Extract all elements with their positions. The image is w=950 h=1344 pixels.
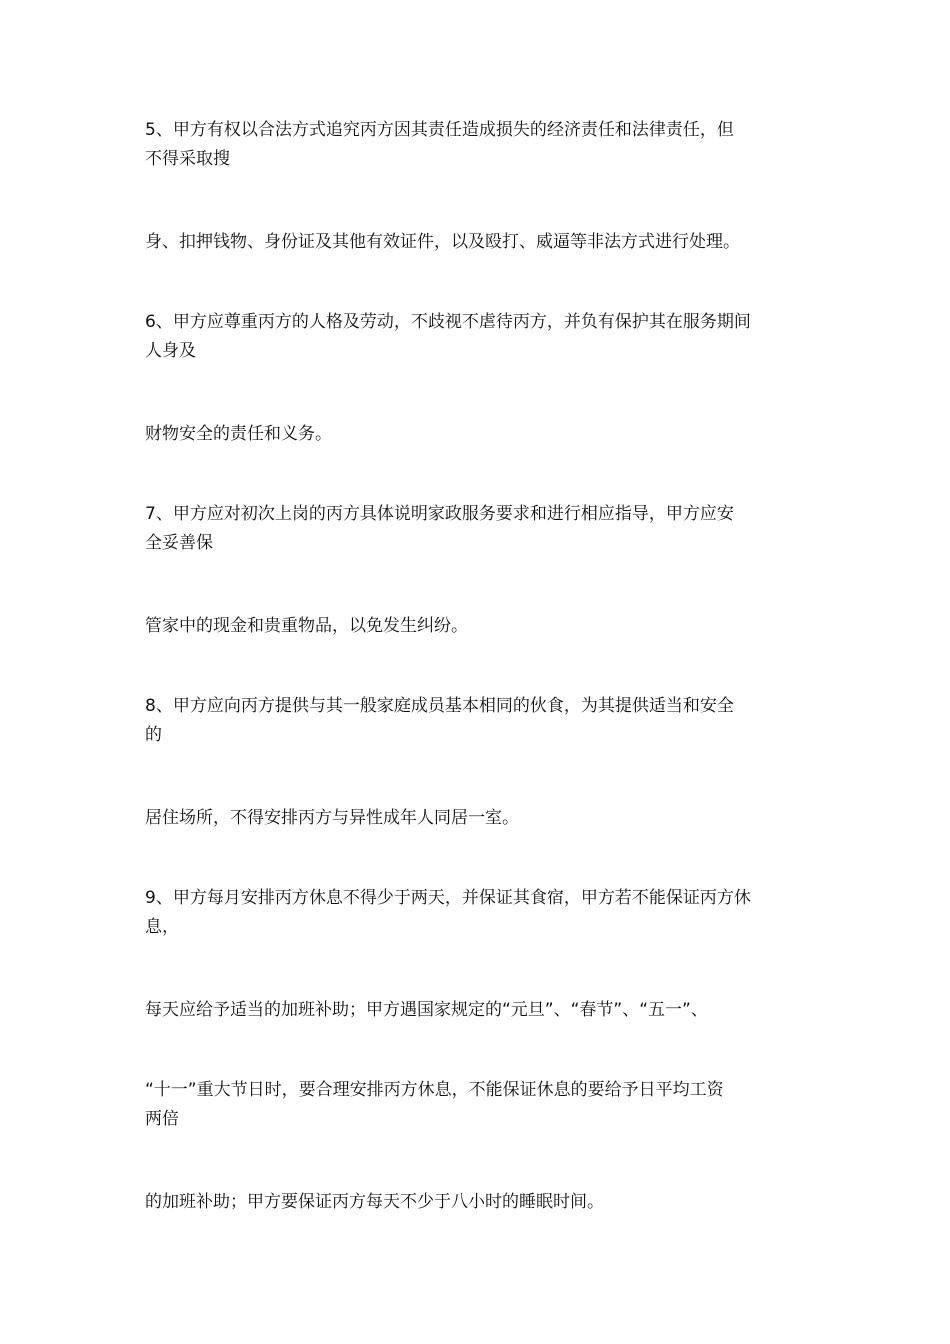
text-line: 息， bbox=[145, 917, 179, 937]
text-line: 每天应给予适当的加班补助；甲方遇国家规定的“元旦”、“春节”、“五一”、 bbox=[145, 1000, 708, 1020]
paragraph-8 bbox=[145, 692, 810, 750]
paragraph-8-continued bbox=[145, 804, 810, 833]
text-line: 9、甲方每月安排丙方休息不得少于两天，并保证其食宿，甲方若不能保证丙方休 bbox=[145, 888, 751, 908]
text-line: “十一”重大节日时，要合理安排丙方休息，不能保证休息的要给予日平均工资 bbox=[145, 1080, 724, 1100]
paragraph-6-continued bbox=[145, 420, 810, 449]
text-line: 5、甲方有权以合法方式追究丙方因其责任造成损失的经济责任和法律责任，但 bbox=[145, 120, 734, 140]
text-line: 的加班补助；甲方要保证丙方每天不少于八小时的睡眠时间。 bbox=[145, 1192, 604, 1212]
text-line: 身、扣押钱物、身份证及其他有效证件，以及殴打、威逼等非法方式进行处理。 bbox=[145, 232, 740, 252]
text-line: 财物安全的责任和义务。 bbox=[145, 424, 332, 444]
paragraph-9-continued-1 bbox=[145, 996, 810, 1025]
text-line: 8、甲方应向丙方提供与其一般家庭成员基本相同的伙食，为其提供适当和安全 bbox=[145, 696, 734, 716]
text-line: 全妥善保 bbox=[145, 533, 213, 553]
paragraph-6 bbox=[145, 308, 810, 366]
paragraph-7 bbox=[145, 500, 810, 558]
paragraph-9 bbox=[145, 884, 810, 942]
text-line: 不得采取搜 bbox=[145, 149, 230, 169]
text-line: 的 bbox=[145, 725, 162, 745]
text-line: 6、甲方应尊重丙方的人格及劳动，不歧视不虐待丙方，并负有保护其在服务期间 bbox=[145, 312, 751, 332]
paragraph-5 bbox=[145, 116, 810, 174]
paragraph-9-continued-3 bbox=[145, 1188, 810, 1217]
text-line: 管家中的现金和贵重物品，以免发生纠纷。 bbox=[145, 616, 468, 636]
text-line: 7、甲方应对初次上岗的丙方具体说明家政服务要求和进行相应指导，甲方应安 bbox=[145, 504, 734, 524]
text-line: 两倍 bbox=[145, 1109, 179, 1129]
text-line: 居住场所，不得安排丙方与异性成年人同居一室。 bbox=[145, 808, 519, 828]
paragraph-9-continued-2 bbox=[145, 1076, 810, 1134]
text-line: 人身及 bbox=[145, 341, 196, 361]
paragraph-7-continued bbox=[145, 612, 810, 641]
paragraph-5-continued bbox=[145, 228, 810, 257]
